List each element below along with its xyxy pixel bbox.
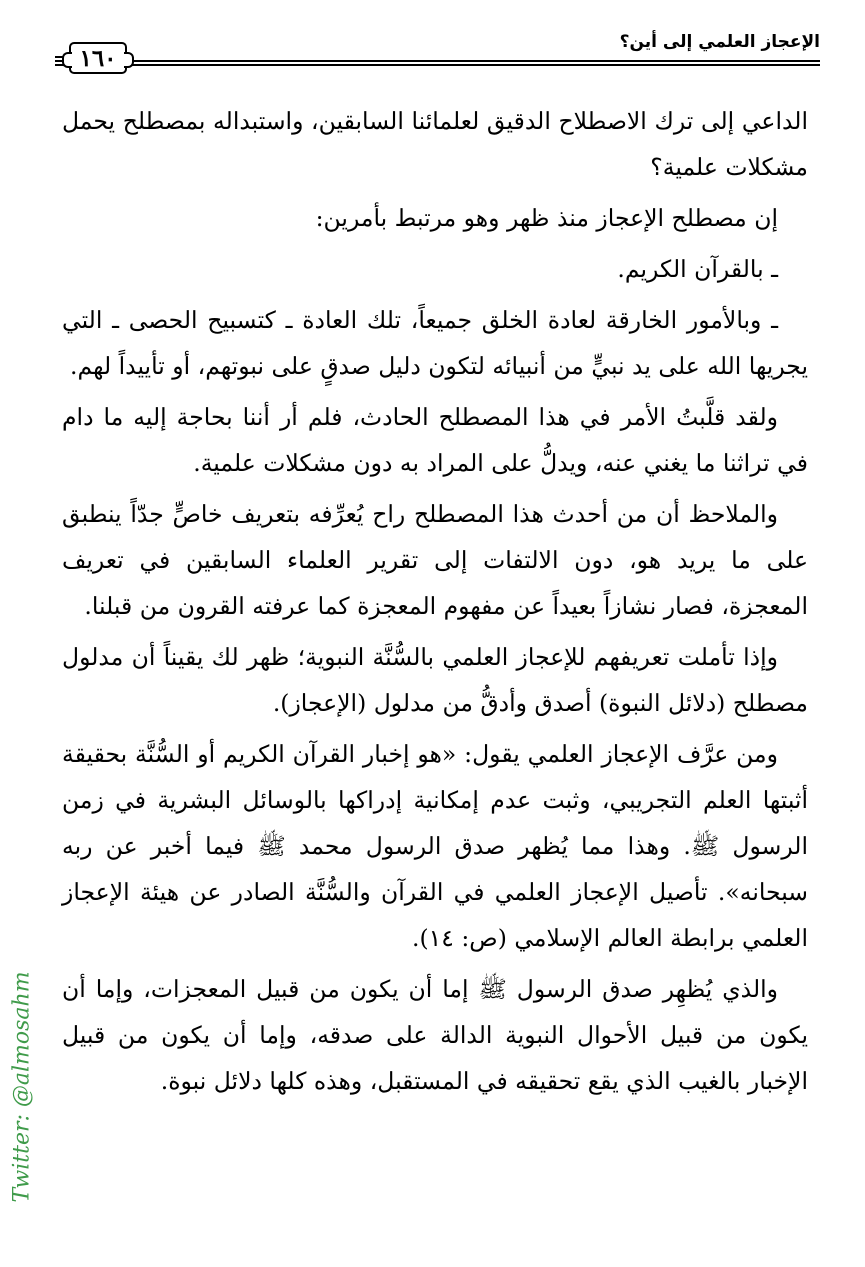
- page-header: [55, 20, 820, 80]
- watermark: Twitter: @almosahm: [9, 971, 35, 1203]
- paragraph: ولقد قلَّبتُ الأمر في هذا المصطلح الحادث، فلم أر أننا بحاجة إليه ما دام في تراثنا ما يغني عنه، ويدلُّ على المراد به دون مشكلات علمية.: [62, 403, 808, 477]
- paragraph: والذي يُظهِر صدق الرسول ﷺ إما أن يكون من قبيل المعجزات، وإما أن يكون من قبيل الأحوال النبوية الدالة على صدقه، وإما أن يكون من قبيل الإخبار بالغيب الذي يقع تحقيقه في المستقبل، وهذه كلها دلائل نبوة.: [62, 975, 808, 1095]
- bullet-item: ـ وبالأمور الخارقة لعادة الخلق جميعاً، تلك العادة ـ كتسبيح الحصى ـ التي يجريها الله على يد نبيٍّ من أنبيائه لتكون دليل صدقٍ على نبوتهم، أو تأييداً لهم.: [62, 306, 808, 380]
- body-text: [62, 98, 808, 1109]
- paragraph: إن مصطلح الإعجاز منذ ظهر وهو مرتبط بأمرين:: [315, 204, 778, 232]
- page-number: ١٦٠: [69, 42, 127, 74]
- running-title: الإعجاز العلمي إلى أين؟: [619, 32, 820, 52]
- paragraph: ومن عرَّف الإعجاز العلمي يقول: «هو إخبار القرآن الكريم أو السُّنَّة بحقيقة أثبتها العلم التجريبي، وثبت عدم إمكانية إدراكها بالوسائل البشرية في زمن الرسول ﷺ. وهذا مما يُظهر صدق الرسول محمد ﷺ فيما أخبر عن ربه سبحانه». تأصيل الإعجاز العلمي في القرآن والسُّنَّة الصادر عن هيئة الإعجاز العلمي برابطة العالم الإسلامي (ص: ١٤).: [62, 740, 808, 952]
- header-rule-top: [55, 60, 820, 62]
- paragraph: وإذا تأملت تعريفهم للإعجاز العلمي بالسُّنَّة النبوية؛ ظهر لك يقيناً أن مدلول مصطلح (دلائل النبوة) أصدق وأدقُّ من مدلول (الإعجاز).: [62, 643, 808, 717]
- bullet-item: ـ بالقرآن الكريم.: [617, 255, 778, 283]
- paragraph: والملاحظ أن من أحدث هذا المصطلح راح يُعرِّفه بتعريف خاصٍّ جدّاً ينطبق على ما يريد هو، دون الالتفات إلى تقرير العلماء السابقين في تعريف المعجزة، فصار نشازاً بعيداً عن مفهوم المعجزة كما عرفته القرون من قبلنا.: [62, 500, 808, 620]
- paragraph: الداعي إلى ترك الاصطلاح الدقيق لعلمائنا السابقين، واستبداله بمصطلح يحمل مشكلات علمية؟: [62, 107, 808, 181]
- header-rule-right: [127, 64, 820, 66]
